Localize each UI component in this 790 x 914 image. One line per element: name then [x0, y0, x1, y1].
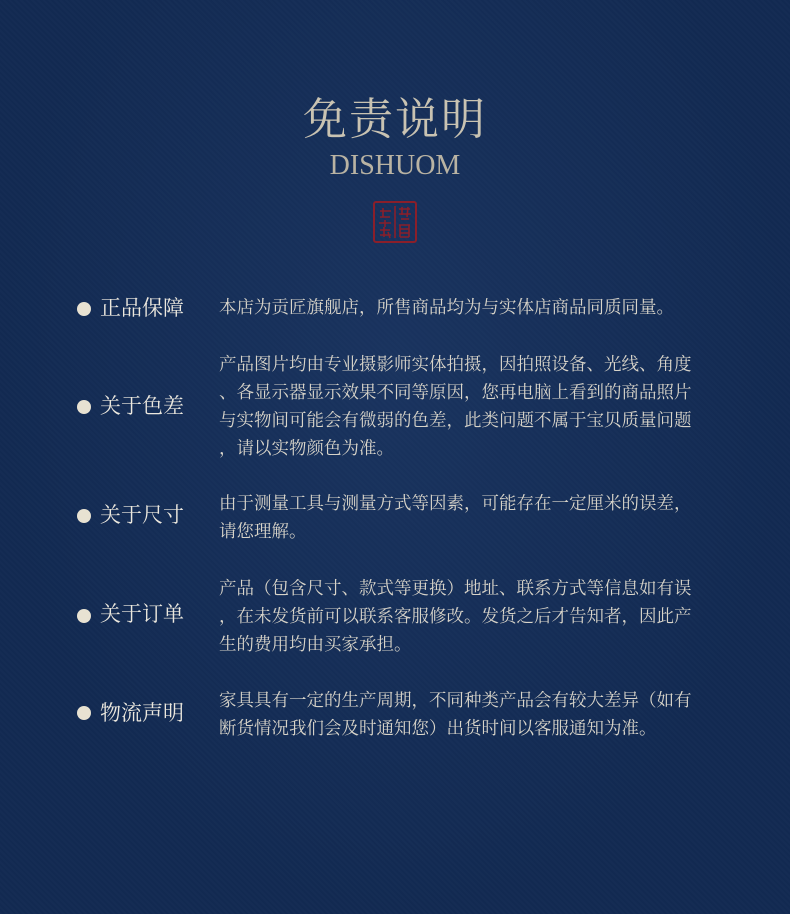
bullet-dot-icon — [77, 706, 91, 720]
description-line: 本店为贡匠旗舰店，所售商品均为与实体店商品同质同量。 — [219, 298, 674, 318]
page-title: 免责说明 — [303, 94, 487, 145]
item-description — [219, 294, 719, 322]
red-seal-stamp-icon — [373, 201, 417, 243]
item-label: 关于尺寸 — [100, 503, 184, 527]
item-label: 关于色差 — [100, 394, 184, 418]
bullet-dot-icon — [77, 302, 91, 316]
item-label: 物流声明 — [100, 701, 184, 725]
bullet-dot-icon — [77, 509, 91, 523]
header — [0, 88, 790, 182]
item-label: 关于订单 — [100, 602, 184, 626]
item-description — [219, 490, 719, 546]
item-description — [219, 351, 719, 463]
item-description — [219, 687, 719, 743]
description-line: 由于测量工具与测量方式等因素，可能存在一定厘米的误差， — [219, 494, 692, 514]
description-line: 产品（包含尺寸、款式等更换）地址、联系方式等信息如有误 — [219, 579, 692, 599]
description-line: ，请以实物颜色为准。 — [219, 439, 394, 459]
description-line: ，在未发货前可以联系客服修改。发货之后才告知者，因此产 — [219, 607, 692, 627]
bullet-dot-icon — [77, 400, 91, 414]
item-label: 正品保障 — [100, 296, 184, 320]
description-line: 请您理解。 — [219, 522, 307, 542]
description-line: 、各显示器显示效果不同等原因，您再电脑上看到的商品照片 — [219, 383, 692, 403]
page-subtitle: DISHUOM — [329, 150, 461, 181]
description-line: 家具具有一定的生产周期，不同种类产品会有较大差异（如有 — [219, 691, 692, 711]
description-line: 与实物间可能会有微弱的色差，此类问题不属于宝贝质量问题 — [219, 411, 692, 431]
description-line: 产品图片均由专业摄影师实体拍摄，因拍照设备、光线、角度 — [219, 355, 692, 375]
description-line: 生的费用均由买家承担。 — [219, 635, 412, 655]
item-description — [219, 575, 719, 659]
bullet-dot-icon — [77, 609, 91, 623]
description-line: 断货情况我们会及时通知您）出货时间以客服通知为准。 — [219, 719, 657, 739]
